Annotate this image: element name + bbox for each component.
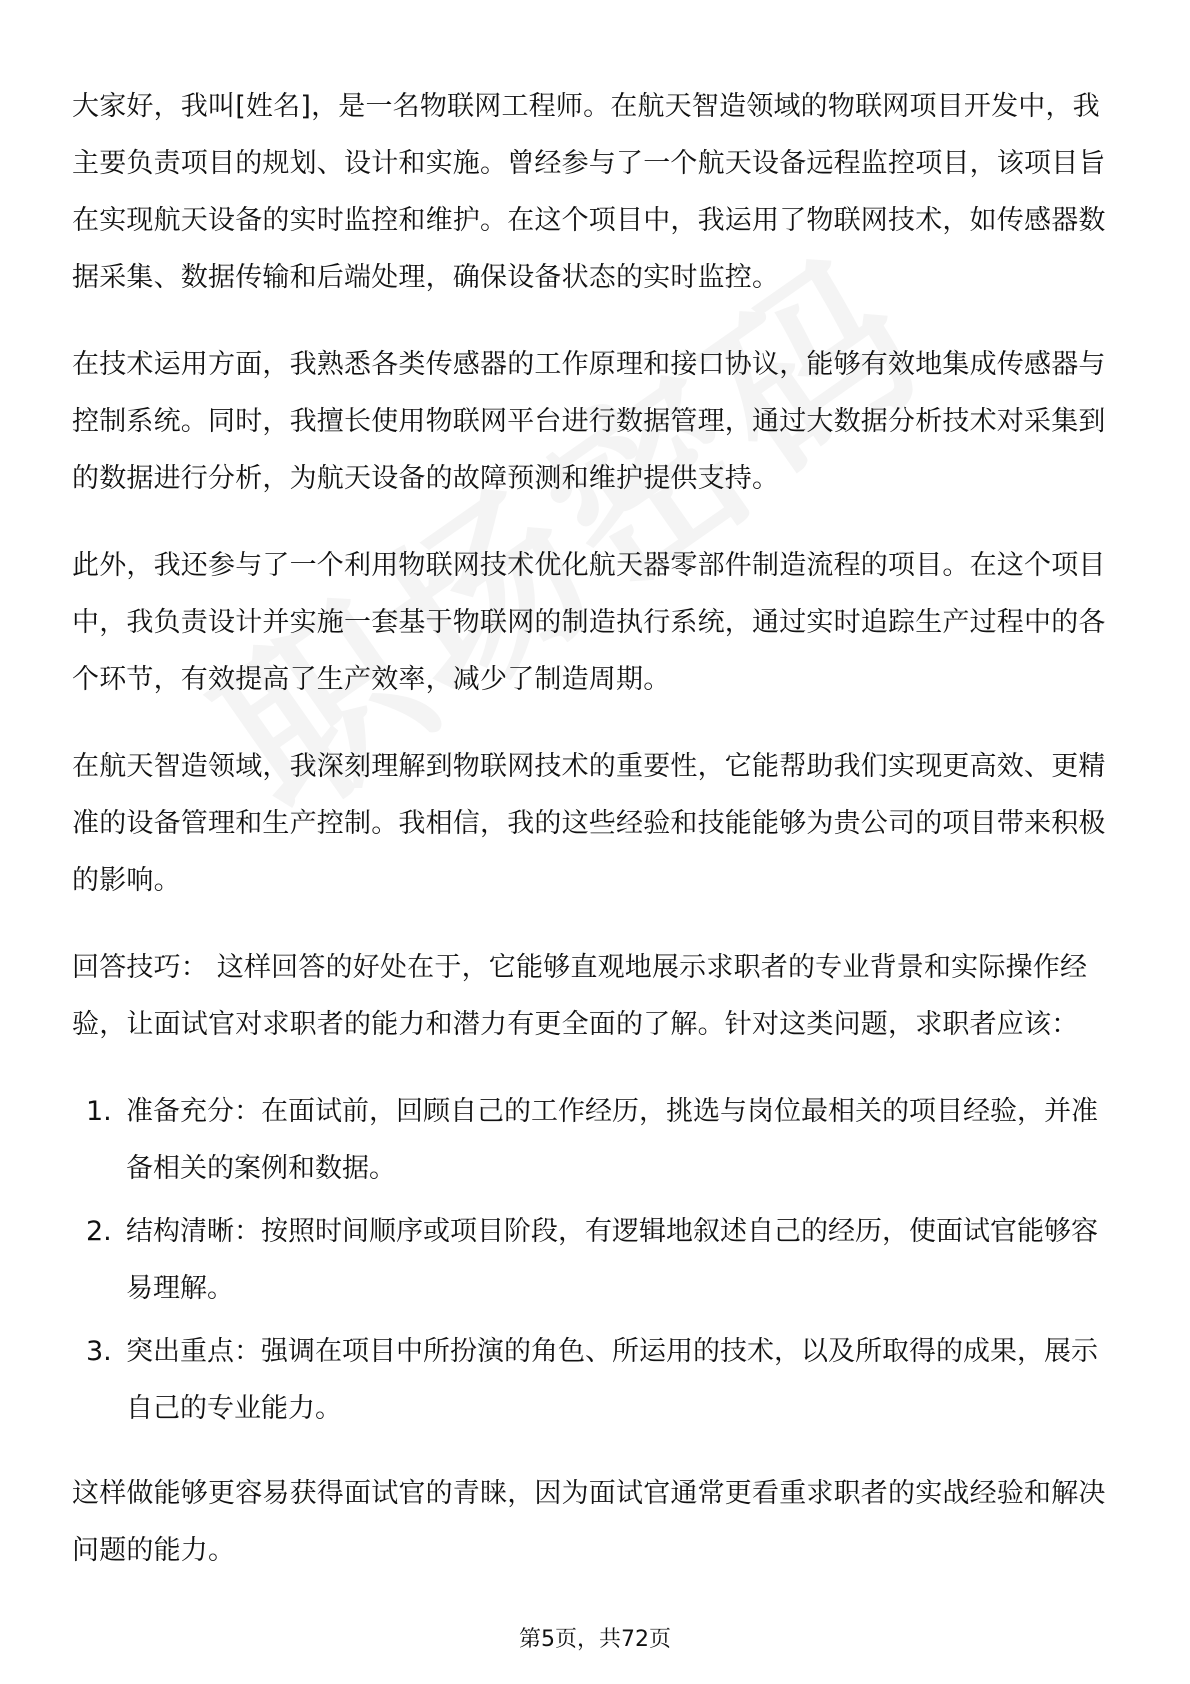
list-item — [72, 1323, 1120, 1437]
list-item-text: 准备充分：在面试前，回顾自己的工作经历，挑选与岗位最相关的项目经验，并准备相关的案例和数据。 — [126, 1096, 1098, 1184]
document-body — [72, 78, 1120, 1609]
tips-list — [72, 1083, 1120, 1437]
page-footer: 第5页，共72页 — [519, 1627, 671, 1652]
list-item-number: 3. — [86, 1336, 112, 1367]
list-item-text: 突出重点：强调在项目中所扮演的角色、所运用的技术，以及所取得的成果，展示自己的专业能力。 — [126, 1336, 1098, 1424]
list-item-number: 1. — [86, 1096, 112, 1127]
paragraph-intro: 大家好，我叫[姓名]，是一名物联网工程师。在航天智造领域的物联网项目开发中，我主要负责项目的规划、设计和实施。曾经参与了一个航天设备远程监控项目，该项目旨在实现航天设备的实时监控和维护。在这个项目中，我运用了物联网技术，如传感器数据采集、数据传输和后端处理，确保设备状态的实时监控。 — [72, 91, 1106, 293]
paragraph-closing: 这样做能够更容易获得面试官的青睐，因为面试官通常更看重求职者的实战经验和解决问题的能力。 — [72, 1478, 1106, 1566]
paragraph-tech: 在技术运用方面，我熟悉各类传感器的工作原理和接口协议，能够有效地集成传感器与控制系统。同时，我擅长使用物联网平台进行数据管理，通过大数据分析技术对采集到的数据进行分析，为航天设备的故障预测和维护提供支持。 — [72, 349, 1106, 494]
paragraph-tips: 回答技巧： 这样回答的好处在于，它能够直观地展示求职者的专业背景和实际操作经验，让面试官对求职者的能力和潜力有更全面的了解。针对这类问题，求职者应该： — [72, 952, 1088, 1040]
list-item-number: 2. — [86, 1216, 112, 1247]
list-item — [72, 1203, 1120, 1317]
list-item — [72, 1083, 1120, 1197]
paragraph-summary: 在航天智造领域，我深刻理解到物联网技术的重要性，它能帮助我们实现更高效、更精准的设备管理和生产控制。我相信，我的这些经验和技能能够为贵公司的项目带来积极的影响。 — [72, 751, 1106, 896]
paragraph-project: 此外，我还参与了一个利用物联网技术优化航天器零部件制造流程的项目。在这个项目中，我负责设计并实施一套基于物联网的制造执行系统，通过实时追踪生产过程中的各个环节，有效提高了生产效率，减少了制造周期。 — [72, 550, 1106, 695]
list-item-text: 结构清晰：按照时间顺序或项目阶段，有逻辑地叙述自己的经历，使面试官能够容易理解。 — [126, 1216, 1098, 1304]
